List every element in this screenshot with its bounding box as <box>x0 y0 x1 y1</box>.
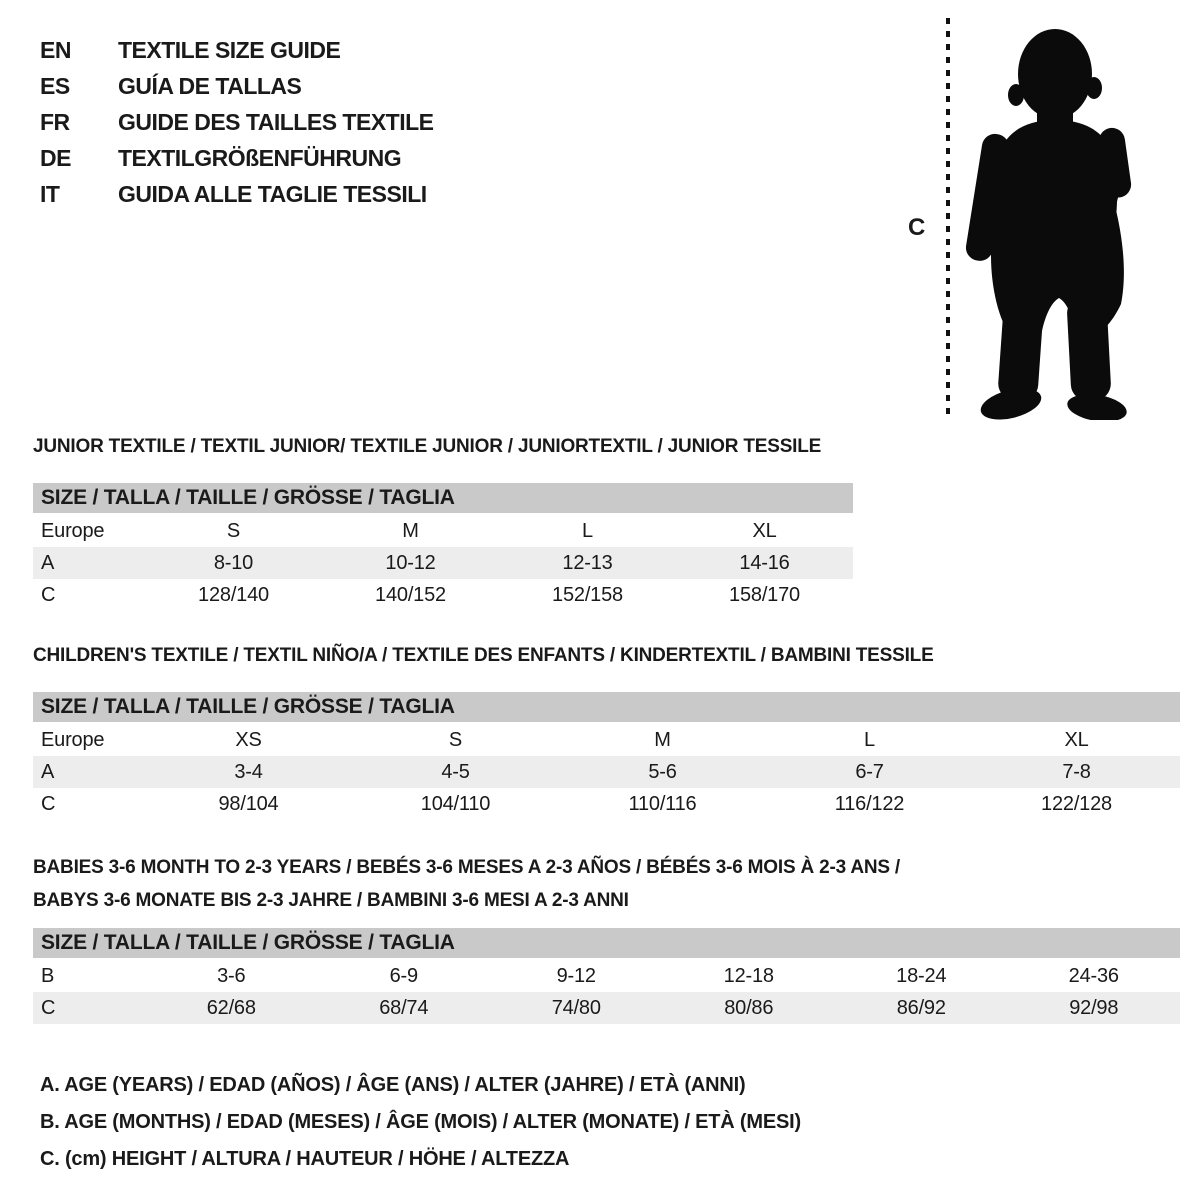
cell-value: XL <box>752 519 777 542</box>
section-title-line-1: JUNIOR TEXTILE / TEXTIL JUNIOR/ TEXTILE JUNIOR / JUNIORTEXTIL / JUNIOR TESSILE <box>33 436 822 457</box>
table-row-europe <box>33 724 1180 756</box>
cell-value: XL <box>1064 728 1089 751</box>
cell-value: 152/158 <box>552 583 623 606</box>
cell-value: 9-12 <box>556 964 596 987</box>
row-label: C <box>41 792 56 815</box>
size-legend <box>40 1067 801 1178</box>
height-measure-dashed-line <box>946 18 950 414</box>
language-row-de <box>40 140 434 176</box>
cell-value: 92/98 <box>1069 996 1119 1019</box>
language-row-es <box>40 68 434 104</box>
cell-value: 68/74 <box>379 996 429 1019</box>
cell-value: 7-8 <box>1062 760 1091 783</box>
section-title-children <box>33 643 1180 668</box>
cell-value: 80/86 <box>724 996 774 1019</box>
cell-value: L <box>582 519 593 542</box>
row-label: Europe <box>41 728 105 751</box>
language-code: DE <box>40 144 71 171</box>
cell-value: 128/140 <box>198 583 269 606</box>
section-title-junior <box>33 434 853 459</box>
section-children <box>33 643 1180 820</box>
cell-value: 3-4 <box>234 760 263 783</box>
cell-value: 116/122 <box>834 792 905 815</box>
guide-title-en: TEXTILE SIZE GUIDE <box>118 36 341 63</box>
language-row-fr <box>40 104 434 140</box>
cell-value: 24-36 <box>1068 964 1119 987</box>
legend-line-a: A. AGE (YEARS) / EDAD (AÑOS) / ÂGE (ANS) / ALTER (JAHRE) / ETÀ (ANNI) <box>40 1074 746 1096</box>
language-row-en <box>40 32 434 68</box>
table-row-b <box>33 960 1180 992</box>
toddler-silhouette-icon <box>963 16 1137 420</box>
table-row-c <box>33 788 1180 820</box>
cell-value: 3-6 <box>217 964 246 987</box>
table-row-a <box>33 547 853 579</box>
cell-value: 74/80 <box>551 996 601 1019</box>
section-title-babies <box>33 851 1180 917</box>
size-header-bar: SIZE / TALLA / TAILLE / GRÖSSE / TAGLIA <box>33 692 1180 722</box>
table-row-europe <box>33 515 853 547</box>
size-header-bar: SIZE / TALLA / TAILLE / GRÖSSE / TAGLIA <box>33 928 1180 958</box>
table-row-c <box>33 579 853 611</box>
cell-value: L <box>864 728 875 751</box>
cell-value: S <box>226 519 241 542</box>
cell-value: M <box>654 728 671 751</box>
language-list <box>40 32 434 212</box>
language-code: ES <box>40 72 70 99</box>
legend-line-c: C. (cm) HEIGHT / ALTURA / HAUTEUR / HÖHE / ALTEZZA <box>40 1148 570 1170</box>
cell-value: 140/152 <box>375 583 446 606</box>
guide-title-it: GUIDA ALLE TAGLIE TESSILI <box>118 180 427 207</box>
height-measure-label: C <box>908 214 926 241</box>
row-label: A <box>41 551 55 574</box>
language-code: IT <box>40 180 60 207</box>
cell-value: 6-9 <box>389 964 418 987</box>
height-figure <box>900 0 1160 430</box>
cell-value: 10-12 <box>385 551 436 574</box>
cell-value: 12-18 <box>723 964 774 987</box>
row-label: A <box>41 760 55 783</box>
section-title-line-1: BABIES 3-6 MONTH TO 2-3 YEARS / BEBÉS 3-6 MESES A 2-3 AÑOS / BÉBÉS 3-6 MOIS À 2-3 ANS / <box>33 857 901 878</box>
table-row-a <box>33 756 1180 788</box>
cell-value: 5-6 <box>648 760 677 783</box>
cell-value: 110/116 <box>628 792 697 815</box>
cell-value: 86/92 <box>896 996 946 1019</box>
row-label: C <box>41 583 56 606</box>
guide-title-es: GUÍA DE TALLAS <box>118 72 302 99</box>
cell-value: 18-24 <box>896 964 947 987</box>
section-junior <box>33 434 853 611</box>
language-code: FR <box>40 108 70 135</box>
cell-value: S <box>448 728 463 751</box>
section-babies <box>33 851 1180 1024</box>
table-row-c <box>33 992 1180 1024</box>
cell-value: 62/68 <box>206 996 256 1019</box>
size-table-children <box>33 692 1180 820</box>
cell-value: 12-13 <box>562 551 613 574</box>
cell-value: M <box>402 519 419 542</box>
language-row-it <box>40 176 434 212</box>
cell-value: 14-16 <box>739 551 790 574</box>
size-table-junior <box>33 483 853 611</box>
legend-line-b: B. AGE (MONTHS) / EDAD (MESES) / ÂGE (MOIS) / ALTER (MONATE) / ETÀ (MESI) <box>40 1111 801 1133</box>
row-label: C <box>41 996 56 1019</box>
size-header-bar: SIZE / TALLA / TAILLE / GRÖSSE / TAGLIA <box>33 483 853 513</box>
cell-value: XS <box>235 728 262 751</box>
section-title-line-2: BABYS 3-6 MONATE BIS 2-3 JAHRE / BAMBINI 3-6 MESI A 2-3 ANNI <box>33 890 629 911</box>
size-table-babies <box>33 928 1180 1024</box>
section-title-line-1: CHILDREN'S TEXTILE / TEXTIL NIÑO/A / TEXTILE DES ENFANTS / KINDERTEXTIL / BAMBINI TESSILE <box>33 645 934 666</box>
cell-value: 158/170 <box>729 583 800 606</box>
guide-title-fr: GUIDE DES TAILLES TEXTILE <box>118 108 434 135</box>
language-code: EN <box>40 36 71 63</box>
cell-value: 8-10 <box>213 551 254 574</box>
cell-value: 6-7 <box>855 760 884 783</box>
cell-value: 98/104 <box>218 792 279 815</box>
cell-value: 4-5 <box>441 760 470 783</box>
cell-value: 122/128 <box>1041 792 1112 815</box>
row-label: B <box>41 964 55 987</box>
row-label: Europe <box>41 519 105 542</box>
guide-title-de: TEXTILGRÖßENFÜHRUNG <box>118 144 402 171</box>
cell-value: 104/110 <box>420 792 491 815</box>
